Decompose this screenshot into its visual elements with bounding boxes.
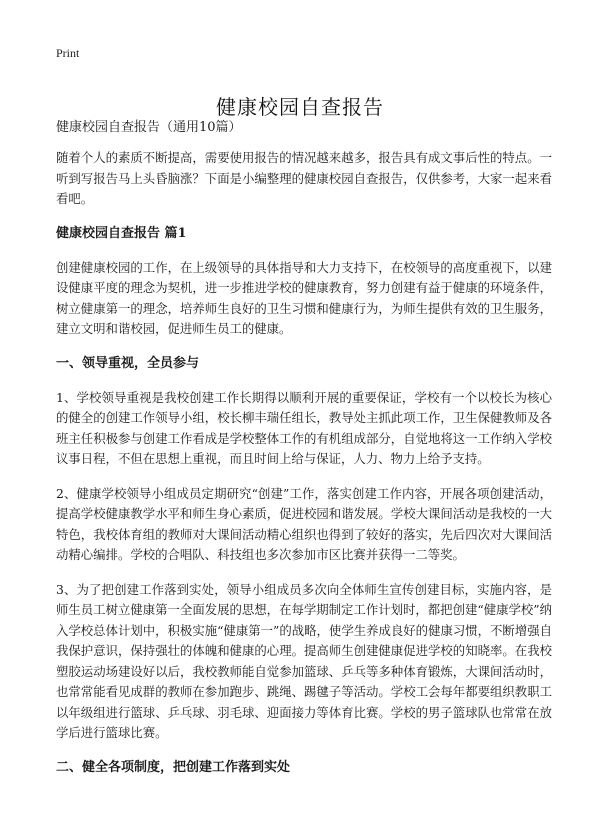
document-subtitle: 健康校园自查报告（通用10篇） (56, 120, 242, 135)
part1-heading: 健康校园自查报告 篇1 (56, 225, 187, 241)
part1-paragraph: 创建健康校园的工作，在上级领导的具体指导和大力支持下，在校领导的高度重视下，以建设健康平度的理念为契机，进一步推进学校的健康教育，努力创建有益于健康的环境条件，树立健康第一的理念，培养师生良好的卫生习惯和健康行为，为师生提供有效的卫生服务，建立文明和谐校园，促进师生员工的健康。 (56, 259, 552, 336)
section1-heading: 一、领导重视，全员参与 (56, 355, 200, 371)
section2-heading: 二、健全各项制度，把创建工作落到实处 (56, 759, 291, 775)
intro-paragraph: 随着个人的素质不断提高，需要使用报告的情况越来越多，报告具有成文事后性的特点。一听到写报告马上头昏脑涨？下面是小编整理的健康校园自查报告，仅供参考，大家一起来看看吧。 (56, 150, 552, 206)
section1-paragraph-1: 1、学校领导重视是我校创建工作长期得以顺利开展的重要保证，学校有一个以校长为核心的健全的创建工作领导小组，校长柳丰瑞任组长，教导处主抓此项工作，卫生保健教师及各班主任积极参与创建工作看成是学校整体工作的有机组成部分，自觉地将这一工作纳入学校议事日程，不但在思想上重视，而且时间上给与保证，人力、物力上给予支持。 (56, 389, 552, 466)
print-link[interactable]: Print (56, 46, 80, 60)
section1-paragraph-3: 3、为了把创建工作落到实处，领导小组成员多次向全体师生宣传创建目标，实施内容，是师生员工树立健康第一全面发展的思想，在每学期制定工作计划时，都把创建“健康学校”纳入学校总体计划中，积极实施“健康第一”的战略，使学生养成良好的健康习惯，不断增强自我保护意识，保持强壮的体魄和健康的心理。提高师生创建健康促进学校的知晓率。在我校塑胶运动场建设好以后，我校教师能自觉参加篮球、乒乓等多种体育锻炼，大课间活动时，也常常能看见成群的教师在参加跑步、跳绳、踢毽子等活动。学校工会每年都要组织教职工以年级组进行篮球、乒乓球、羽毛球、迎面接力等体育比赛。学校的男子篮球队也常常在放学后进行篮球比赛。 (56, 581, 552, 740)
section1-paragraph-2: 2、健康学校领导小组成员定期研究“创建”工作，落实创建工作内容，开展各项创建活动，提高学校健康教学水平和师生身心素质，促进校园和谐发展。学校大课间活动是我校的一大特色，我校体育组的教师对大课间活动精心组织也得到了较好的落实，先后四次对大课间活动精心编排。学校的合唱队、科技组也多次参加市区比赛并获得一二等奖。 (56, 485, 552, 562)
page-title: 健康校园自查报告 (216, 95, 384, 120)
document-body (56, 118, 552, 792)
